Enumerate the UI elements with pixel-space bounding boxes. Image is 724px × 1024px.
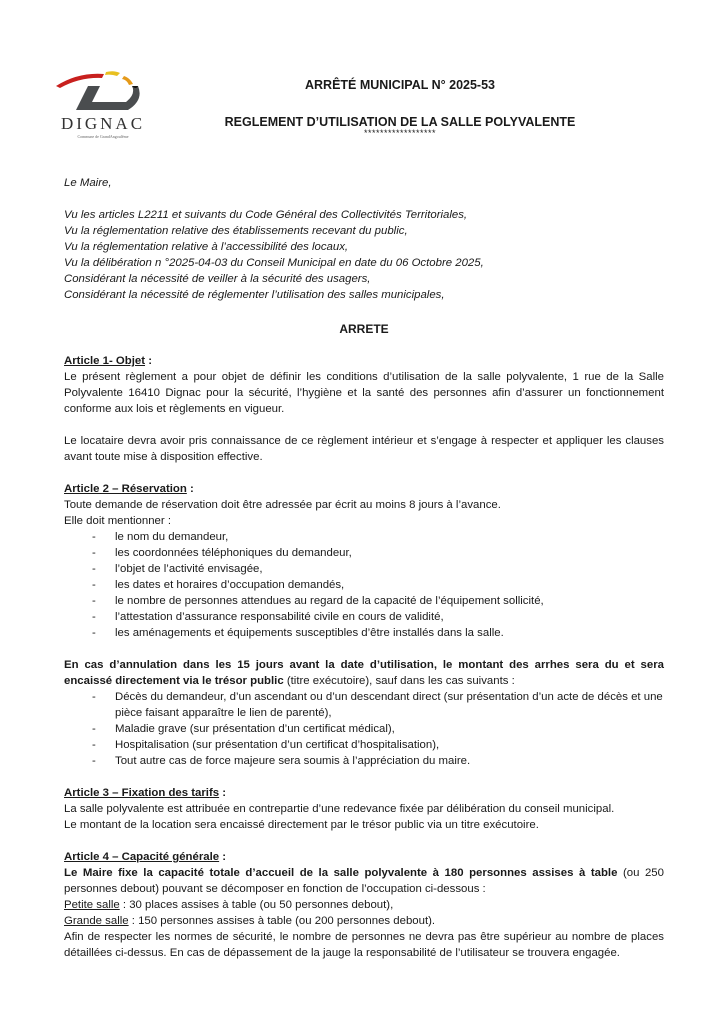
article-2-heading: Article 2 – Réservation (64, 483, 187, 495)
list-item: - Décès du demandeur, d’un ascendant ou d’un descendant direct (sur présentation d’un acte de décès et une pièce faisant apparaître le lien de parenté), (64, 689, 664, 721)
capacity-rest: (ou 250 personnes debout) pouvant se décomposer en fonction de l’occupation ci-dessous : (64, 867, 664, 895)
list-item: - les dates et horaires d’occupation demandés, (64, 577, 664, 593)
heading-colon: : (145, 355, 152, 367)
arrete-heading: ARRETE (339, 322, 389, 336)
article-1 (64, 353, 664, 465)
capacity-statement (64, 865, 664, 897)
consideration: Vu la délibération n °2025-04-03 du Conseil Municipal en date du 06 Octobre 2025, (64, 257, 484, 269)
preamble (64, 175, 664, 303)
document-title: ARRÊTÉ MUNICIPAL N° 2025-53 (305, 78, 495, 92)
heading-colon: : (219, 851, 227, 863)
grande-salle-text: : 150 personnes assises à table (ou 200 personnes debout). (128, 915, 436, 927)
article-3-line-1: La salle polyvalente est attribuée en contrepartie d’une redevance fixée par délibération du conseil municipal. (64, 803, 615, 815)
petite-salle-text: : 30 places assises à table (ou 50 personnes debout), (119, 899, 394, 911)
article-4-heading: Article 4 – Capacité générale (64, 851, 220, 863)
article-4-closing: Afin de respecter les normes de sécurité, le nombre de personnes ne devra pas être supérieur au nombre de places détaillées ci-dessus. En cas de dépassement de la jauge la responsabilité de l’utilisateur se trouvera engagée. (64, 931, 664, 959)
article-2-line-2: Elle doit mentionner : (64, 515, 172, 527)
list-item: - l’attestation d’assurance responsabilité civile en cours de validité, (64, 609, 664, 625)
list-item: - les coordonnées téléphoniques du demandeur, (64, 545, 664, 561)
cancellation-policy (64, 657, 664, 689)
article-3-heading: Article 3 – Fixation des tarifs (64, 787, 220, 799)
article-1-para-2: Le locataire devra avoir pris connaissance de ce règlement intérieur et s’engage à respecter et appliquer les clauses avant toute mise à disposition effective. (64, 435, 664, 463)
cancellation-rest: (titre exécutoire), sauf dans les cas suivants : (283, 675, 515, 687)
document-subtitle: REGLEMENT D’UTILISATION DE LA SALLE POLYVALENTE (224, 115, 576, 129)
list-item: - le nom du demandeur, (64, 529, 664, 545)
capacity-bold: Le Maire fixe la capacité totale d’accueil de la salle polyvalente à 180 personnes assises à table (64, 867, 618, 879)
consideration: Vu les articles L2211 et suivants du Code Général des Collectivités Territoriales, (64, 209, 468, 221)
article-4 (64, 849, 664, 961)
logo-subtitle: Commune de GrandAngoulême (77, 134, 129, 139)
article-2-line-1: Toute demande de réservation doit être adressée par écrit au moins 8 jours à l’avance. (64, 499, 501, 511)
article-1-para-1: Le présent règlement a pour objet de définir les conditions d’utilisation de la salle polyvalente, 1 rue de la Salle Polyvalente 16410 Dignac pour la sécurité, l’hygiène et la santé des personnes afin d’assurer un fonctionnement conforme aux lois et règlements en vigueur. (64, 371, 664, 415)
list-item: - l’objet de l’activité envisagée, (64, 561, 664, 577)
list-item: - Hospitalisation (sur présentation d’un certificat d’hospitalisation), (64, 737, 664, 753)
document-body (64, 175, 664, 961)
title-separator: ****************** (363, 128, 437, 138)
grande-salle-label: Grande salle (64, 915, 129, 927)
list-item: - le nombre de personnes attendues au regard de la capacité de l’équipement sollicité, (64, 593, 664, 609)
list-item: - les aménagements et équipements susceptibles d’être installés dans la salle. (64, 625, 664, 641)
cancellation-bold: En cas d’annulation dans les 15 jours avant la date d’utilisation, le montant des arrhes sera du et sera encaissé directement via le trésor public (64, 659, 664, 687)
consideration: Considérant la nécessité de veiller à la sécurité des usagers, (64, 273, 371, 285)
list-item: - Tout autre cas de force majeure sera soumis à l’appréciation du maire. (64, 753, 664, 769)
grande-salle (64, 913, 664, 929)
petite-salle-label: Petite salle (64, 899, 120, 911)
consideration: Considérant la nécessité de réglementer l’utilisation des salles municipales, (64, 289, 445, 301)
article-2 (64, 481, 664, 769)
reservation-requirements (64, 529, 664, 641)
heading-colon: : (186, 483, 194, 495)
article-1-heading: Article 1- Objet (64, 355, 146, 367)
dignac-logo (48, 64, 158, 144)
cancellation-exceptions (64, 689, 664, 769)
list-item: - Maladie grave (sur présentation d’un certificat médical), (64, 721, 664, 737)
heading-colon: : (219, 787, 227, 799)
article-3-line-2: Le montant de la location sera encaissé directement par le trésor public via un titre exécutoire. (64, 819, 539, 831)
petite-salle (64, 897, 664, 913)
consideration: Vu la réglementation relative des établissements recevant du public, (64, 225, 408, 237)
article-3 (64, 785, 664, 833)
greeting: Le Maire, (64, 177, 112, 189)
consideration: Vu la réglementation relative à l’accessibilité des locaux, (64, 241, 349, 253)
logo-emblem-icon (48, 64, 158, 114)
logo-name: DIGNAC (60, 114, 146, 133)
